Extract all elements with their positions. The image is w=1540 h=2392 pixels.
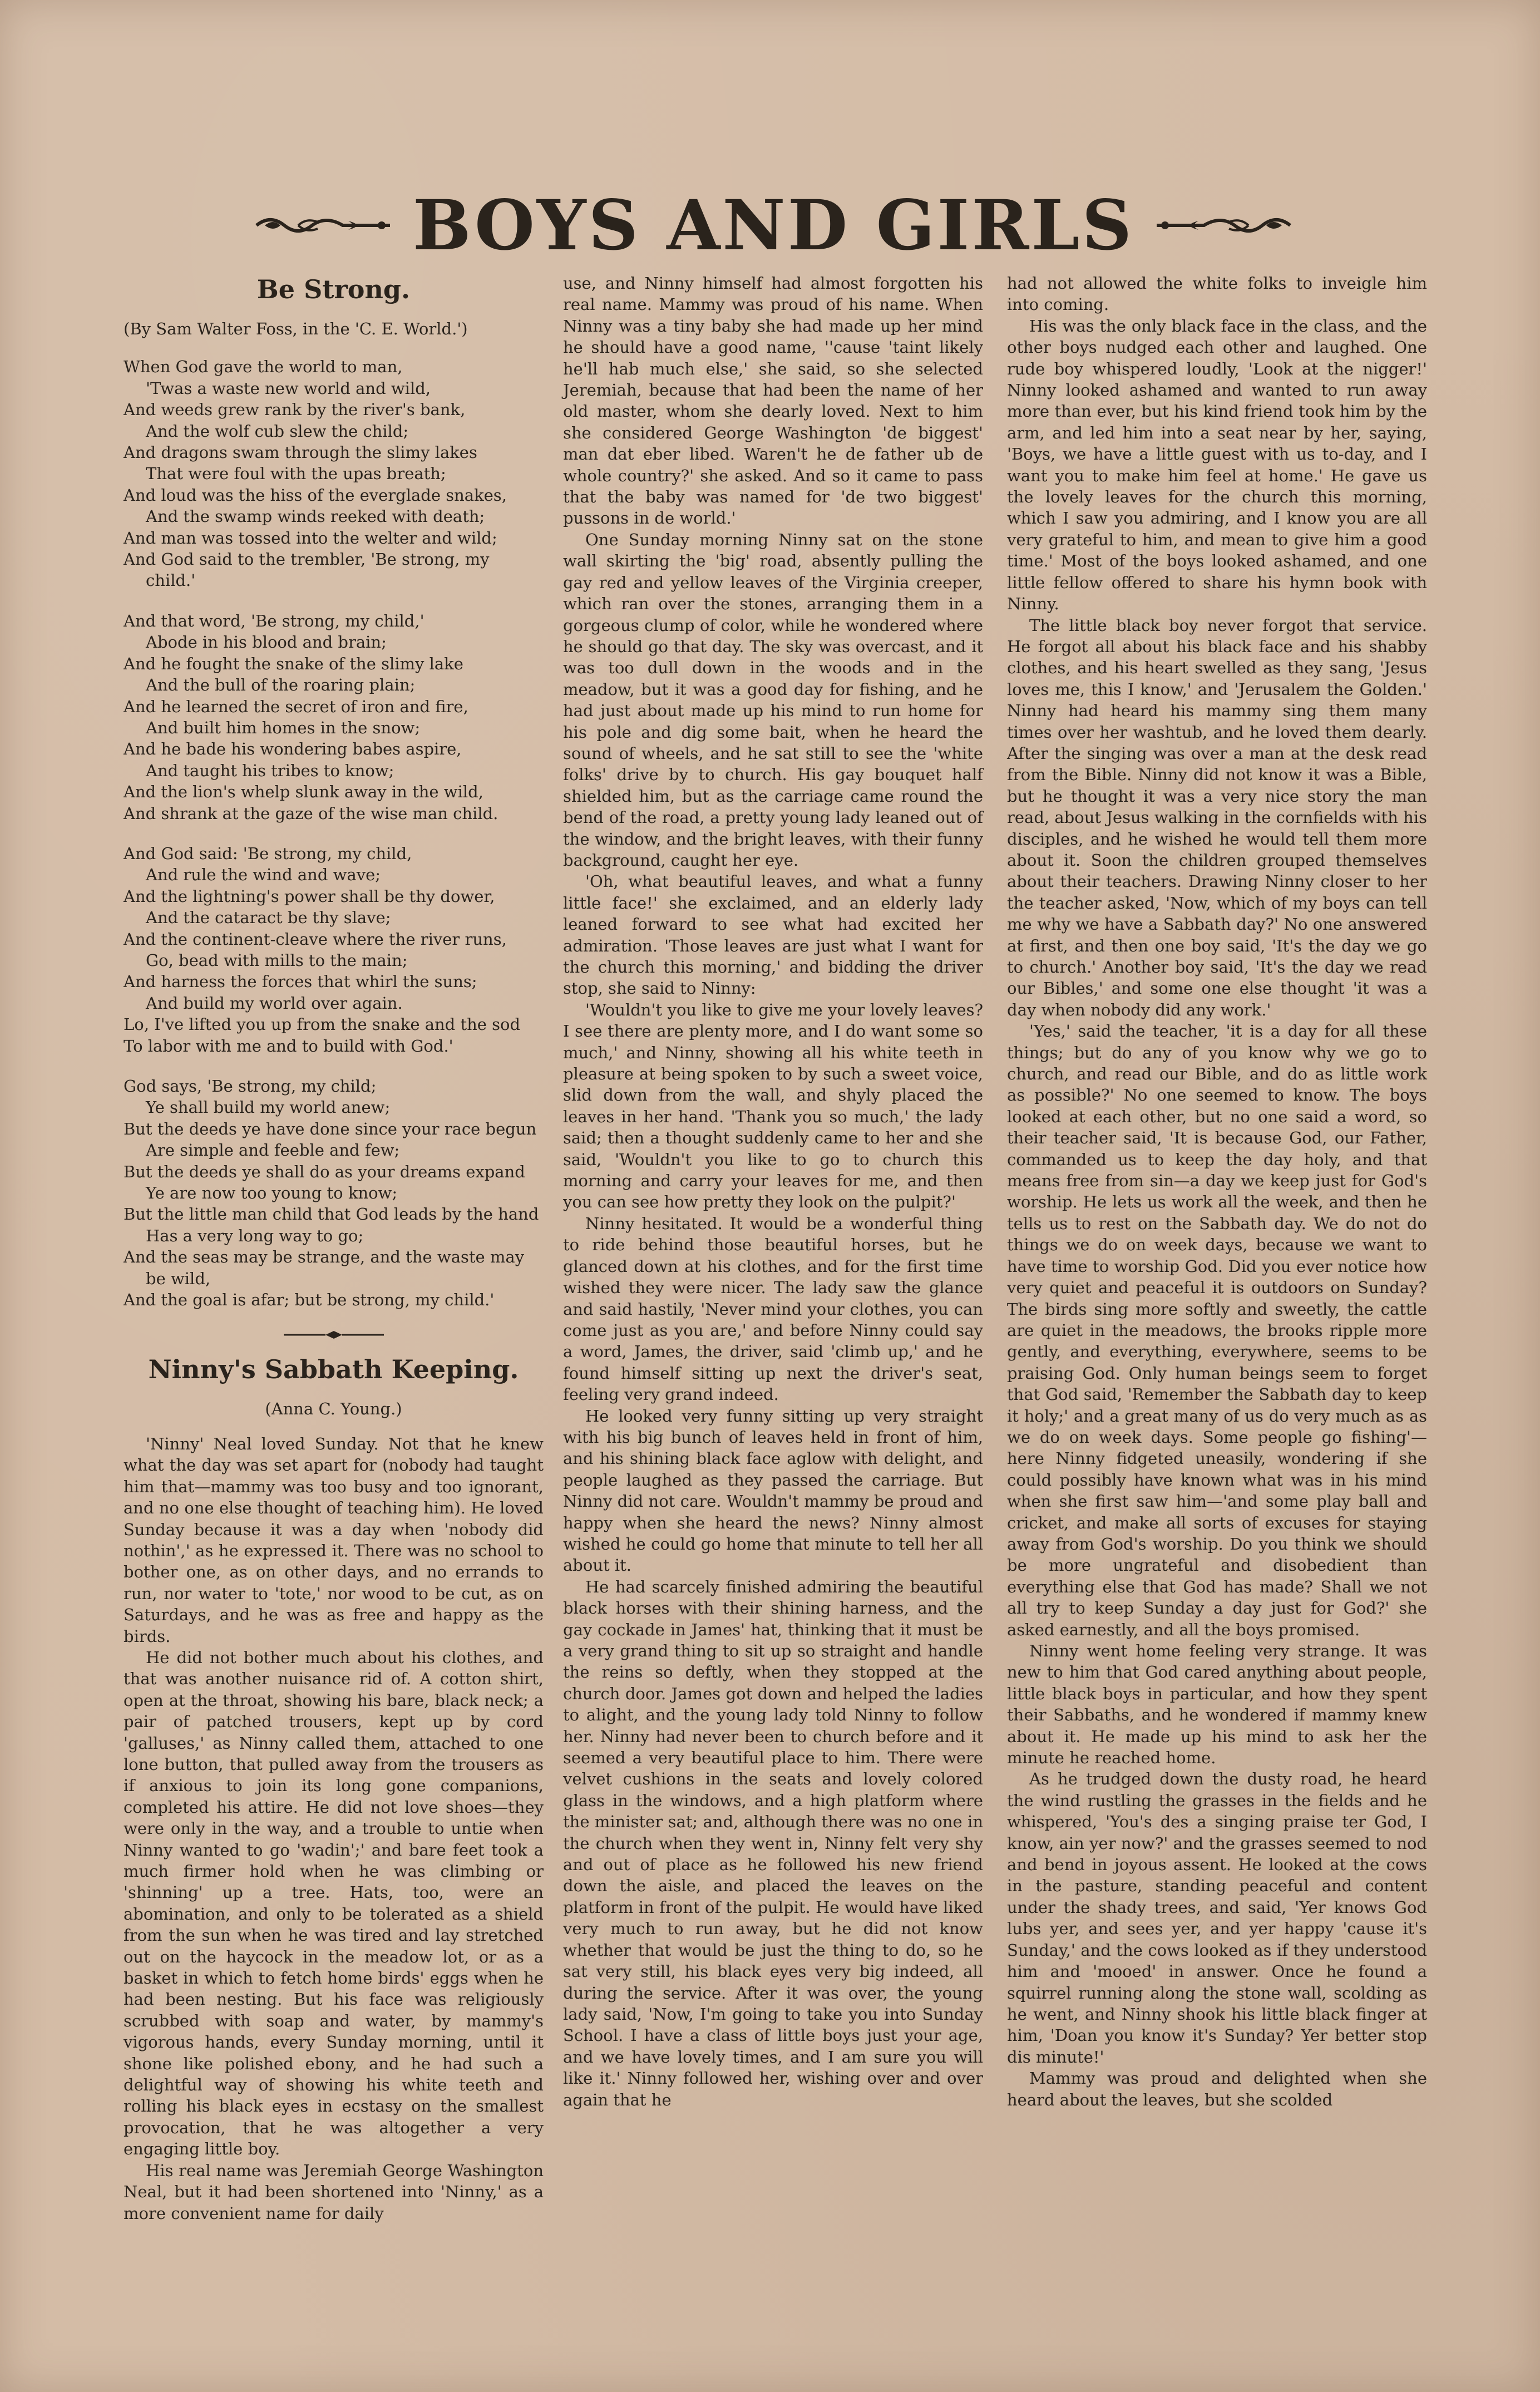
poem-stanza <box>124 356 544 591</box>
poem-line: And loud was the hiss of the everglade snakes, <box>124 485 507 505</box>
story-byline: (Anna C. Young.) <box>265 1399 402 1419</box>
story-paragraph: His real name was Jeremiah George Washington Neal, but it had been shortened into 'Ninny,' as a more convenient name for daily <box>124 2161 544 2223</box>
story-paragraph: Mammy was proud and delighted when she heard about the leaves, but she scolded <box>1007 2069 1427 2109</box>
poem-line: And the wolf cub slew the child; <box>146 421 409 441</box>
right-scroll-ornament <box>1154 209 1293 242</box>
story-paragraph: Ninny hesitated. It would be a wonderful thing to ride behind those beautiful horses, but he glanced down at his clothes, and for the first time wished they were nicer. The lady saw the glance and said hastily, 'Never mind your clothes, you can come just as you are,' and before Ninny could say a word, James, the driver, said 'climb up,' and he found himself sitting up next the driver's seat, feeling very grand indeed. <box>563 1214 983 1404</box>
poem-line: And the swamp winds reeked with death; <box>146 507 485 526</box>
poem-line: Ye are now too young to know; <box>146 1183 398 1203</box>
poem-line: And rule the wind and wave; <box>146 865 381 885</box>
story-paragraph: As he trudged down the dusty road, he heard the wind rustling the grasses in the fields and he whispered, 'You's des a singing praise ter God, I know, ain yer now?' and the grasses seemed to nod and bend in joyous assent. He looked at the cows in the pasture, standing peaceful and content under the shady trees, and said, 'Yer knows God lubs yer, and sees yer, and yer happy 'cause it's Sunday,' and the cows looked as if they understood him and 'mooed' in answer. Once he found a squirrel running along the stone wall, scolding as he went, and Ninny shook his little black finger at him, 'Doan you know it's Sunday? Yer better stop dis minute!' <box>1007 1769 1427 2067</box>
poem-line: Has a very long way to go; <box>146 1226 364 1245</box>
poem-line: And harness the forces that whirl the suns; <box>124 972 477 992</box>
story-paragraph: He did not bother much about his clothes, and that was another nuisance rid of. A cotton shirt, open at the throat, showing his bare, black neck; a pair of patched trousers, kept up by cord 'galluses,' as Ninny called them, attached to one lone button, that pulled away from the trousers as if anxious to join its long gone companions, completed his attire. He did not love shoes—they were only in the way, and a trouble to untie when Ninny wanted to go 'wadin';' and bare feet took a much firmer hold when he was climbing or 'shinning' up a tree. Hats, too, were an abomination, and only to be tolerated as a shield from the sun when he was tired and lay stretched out on the haycock in the meadow lot, or as a basket in which to fetch home birds' eggs when he had been nesting. But his face was religiously scrubbed with soap and water, by mammy's vigorous hands, every Sunday morning, until it shone like polished ebony, and he had such a delightful way of showing his white teeth and rolling his black eyes in ecstasy on the smallest provocation, that he was altogether a very engaging little boy. <box>124 1648 544 2159</box>
poem-line: And man was tossed into the welter and wild; <box>124 528 497 548</box>
poem-byline: (By Sam Walter Foss, in the 'C. E. World.') <box>124 319 468 338</box>
left-scroll-ornament <box>254 209 393 242</box>
poem-line: But the deeds ye shall do as your dreams expand <box>124 1162 525 1181</box>
poem-line: 'Twas a waste new world and wild, <box>146 378 431 398</box>
story-paragraph: 'Ninny' Neal loved Sunday. Not that he knew what the day was set apart for (nobody had taught him that—mammy was too busy and too ignorant, and no one else thought of teaching him). He loved Sunday because it was a day when 'nobody did nothin',' as he expressed it. There was no school to bother one, as on other days, and no errands to run, nor water to 'tote,' nor wood to be cut, as on Saturdays, and he was as free and happy as the birds. <box>124 1434 544 1646</box>
poem-line: And the lightning's power shall be thy dower, <box>124 886 495 906</box>
poem-line: And built him homes in the snow; <box>146 718 421 737</box>
poem-line: And God said: 'Be strong, my child, <box>124 844 412 863</box>
poem-line: And dragons swam through the slimy lakes <box>124 443 477 462</box>
poem-line: And weeds grew rank by the river's bank, <box>124 400 466 420</box>
poem-stanza <box>124 610 544 824</box>
poem-line: Ye shall build my world anew; <box>146 1098 391 1117</box>
story-paragraph: His was the only black face in the class, and the other boys nudged each other and laughed. One rude boy whispered loudly, 'Look at the nigger!' Ninny looked ashamed and wanted to run away more than ever, but his kind friend took him by the arm, and led him into a seat near by her, saying, 'Boys, we have a little guest with us to-day, and I want you to make him feel at home.' He gave us the lovely leaves for the church this morning, which I saw you admiring, and I know you are all very grateful to him, and mean to give him a good time.' Most of the boys looked ashamed, and one little fellow offered to share his hymn book with Ninny. <box>1007 316 1427 614</box>
headline-text: BOYS AND GIRLS <box>412 185 1134 266</box>
poem-stanza <box>124 1076 544 1310</box>
story-paragraph: He looked very funny sitting up very straight with his big bunch of leaves held in front of him, and his shining black face aglow with delight, and people laughed as they passed the carriage. But Ninny did not care. Wouldn't mammy be proud and happy when she heard the news? Ninny almost wished he could go home that minute to tell her all about it. <box>563 1406 983 1575</box>
poem-line: But the little man child that God leads by the hand <box>124 1205 539 1224</box>
poem-line: And he learned the secret of iron and fire, <box>124 697 468 716</box>
column-2 <box>563 273 983 2110</box>
story-paragraph: 'Yes,' said the teacher, 'it is a day for all these things; but do any of you know why we go to church, and read our Bible, and do as little work as possible?' No one seemed to know. The boys looked at each other, but no one said a word, so their teacher said, 'It is because God, our Father, commanded us to keep the day holy, and that means free from sin—a day we keep just for God's worship. He lets us work all the week, and then he tells us to rest on the Sabbath day. We do not do things we do on week days, because we want to have time to worship God. Did you ever notice how very quiet and peaceful it is outdoors on Sunday? The birds sing more softly and sweetly, the cattle are quiet in the meadows, the brooks ripple more gently, and everything, everywhere, seems to be praising God. Only human beings seem to forget that God said, 'Remember the Sabbath day to keep it holy;' and a great many of us do very much as as we do on week days. Some people go fishing'—here Ninny fidgeted uneasily, wondering if she could possibly have known what was in his mind when she first saw him—'and some play ball and cricket, and make all sorts of excuses for staying away from God's worship. Do you think we should be more ungrateful and disobedient than everything else that God has made? Shall we not all try to keep Sunday a day just for God?' she asked earnestly, and all the boys promised. <box>1007 1022 1427 1639</box>
poem-line: And that word, 'Be strong, my child,' <box>124 611 425 630</box>
story-column-1-text <box>124 1433 544 2224</box>
poem-line: When God gave the world to man, <box>124 357 403 377</box>
section-divider <box>124 1329 544 1340</box>
poem-line: And the goal is afar; but be strong, my child.' <box>124 1290 495 1310</box>
story-paragraph: 'Wouldn't you like to give me your lovely leaves? I see there are plenty more, and I do want some so much,' and Ninny, showing all his white teeth in pleasure at being spoken to by such a sweet voice, slid down from the wall, and shyly placed the leaves in her hand. 'Thank you so much,' the lady said; then a thought suddenly came to her and she said, 'Wouldn't you like to go to church this morning and carry your leaves for me, and then you can see how pretty they look on the pulpit?' <box>563 1000 983 1212</box>
story-title: Ninny's Sabbath Keeping. <box>148 1354 519 1385</box>
poem-line: And he fought the snake of the slimy lake <box>124 654 463 673</box>
poem-line: And the lion's whelp slunk away in the wild, <box>124 782 483 802</box>
poem-line: And the continent-cleave where the river runs, <box>124 929 507 949</box>
poem-line: That were foul with the upas breath; <box>146 464 446 484</box>
poem-line: And taught his tribes to know; <box>146 761 394 780</box>
story-column-3-text <box>1007 273 1427 2110</box>
story-paragraph: One Sunday morning Ninny sat on the stone wall skirting the 'big' road, absently pulling the gay red and yellow leaves of the Virginia creeper, which ran over the stones, arranging them in a gorgeous clump of color, while he wondered where he should go that day. The sky was overcast, and it was too dull down in the woods and in the meadow, but it was a good day for fishing, and he had just about made up his mind to run home for his pole and dig some bait, when he heard the sound of wheels, and he sat still to see the 'white folks' drive by to church. His gay bouquet half shielded him, but as the carriage came round the bend of the road, a pretty young lady leaned out of the window, and the bright leaves, with their funny background, caught her eye. <box>563 530 983 870</box>
poem-line: And the seas may be strange, and the waste may be wild, <box>124 1247 525 1288</box>
poem-line: Go, bead with mills to the main; <box>146 950 408 970</box>
story-paragraph: Ninny went home feeling very strange. It was new to him that God cared anything about people, little black boys in particular, and how they spent their Sabbaths, and he wondered if mammy knew about it. He made up his mind to ask her the minute he reached home. <box>1007 1641 1427 1768</box>
story-paragraph: 'Oh, what beautiful leaves, and what a funny little face!' she exclaimed, and an elderly lady leaned forward to see what had excited her admiration. 'Those leaves are just what I want for the church this morning,' and bidding the driver stop, she said to Ninny: <box>563 872 983 998</box>
poem-line: To labor with me and to build with God.' <box>124 1036 453 1056</box>
column-1 <box>124 273 544 2224</box>
section-headline <box>245 184 1302 267</box>
column-3 <box>1007 273 1427 2110</box>
poem-line: And the bull of the roaring plain; <box>146 675 416 695</box>
story-column-2-text <box>563 273 983 2110</box>
story-paragraph: He had scarcely finished admiring the beautiful black horses with their shining harness, and the gay cockade in James' hat, thinking that it must be a very grand thing to sit up so straight and handle the reins so deftly, when they stopped at the church door. James got down and helped the ladies to alight, and the young lady told Ninny to follow her. Ninny had never been to church before and it seemed a very beautiful place to him. There were velvet cushions in the seats and lovely colored glass in the windows, and a high platform where the minister sat; and, although there was no one in the church when they went in, Ninny felt very shy and out of place as he followed his new friend down the aisle, and placed the leaves on the platform in front of the pulpit. He would have liked very much to run away, but he did not know whether that would be just the thing to do, so he sat very still, his black eyes very big indeed, all during the service. After it was over, the young lady said, 'Now, I'm going to take you into Sunday School. I have a class of little boys just your age, and we have lovely times, and I am sure you will like it.' Ninny followed her, wishing over and over again that he <box>563 1577 983 2109</box>
poem-line: And build my world over again. <box>146 993 403 1013</box>
story-paragraph: use, and Ninny himself had almost forgotten his real name. Mammy was proud of his name. When Ninny was a tiny baby she had made up her mind he should have a good name, ''cause 'taint likely he'll hab much else,' she said, so she selected Jeremiah, because that had been the name of her old master, whom she dearly loved. Next to him she considered George Washington 'de biggest' man dat eber libed. Waren't he de father ub de whole country?' she asked. And so it came to pass that the baby was named for 'de two biggest' pussons in de world.' <box>563 274 983 528</box>
poem-line: And God said to the trembler, 'Be strong, my child.' <box>124 550 490 590</box>
poem-line: Lo, I've lifted you up from the snake and the sod <box>124 1015 521 1034</box>
poem-line: And shrank at the gaze of the wise man child. <box>124 803 498 823</box>
poem-line: Abode in his blood and brain; <box>146 633 387 652</box>
poem-line: And the cataract be thy slave; <box>146 908 391 928</box>
poem-line: Are simple and feeble and few; <box>146 1141 400 1160</box>
poem-line: But the deeds ye have done since your race begun <box>124 1119 537 1138</box>
poem-line: God says, 'Be strong, my child; <box>124 1077 377 1096</box>
poem-line: And he bade his wondering babes aspire, <box>124 739 462 759</box>
story-paragraph: had not allowed the white folks to inveigle him into coming. <box>1007 274 1427 314</box>
poem-body <box>124 356 544 1310</box>
poem-title: Be Strong. <box>256 274 411 304</box>
story-paragraph: The little black boy never forgot that service. He forgot all about his black face and his shabby clothes, and his heart swelled as they sang, 'Jesus loves me, this I know,' and 'Jerusalem the Golden.' Ninny had heard his mammy sing them many times over her washtub, and he loved them dearly. After the singing was over a man at the desk read from the Bible. Ninny did not know it was a Bible, but he thought it was a very nice story the man read, about Jesus walking in the cornfields with his disciples, and he wished he would tell them more about it. Soon the children grouped themselves about their teachers. Drawing Ninny closer to her the teacher asked, 'Now, which of my boys can tell me why we have a Sabbath day?' No one answered at first, and then one boy said, 'It's the day we go to church.' Another boy said, 'It's the day we read our Bibles,' and some one else thought 'it was a day when nobody did any work.' <box>1007 615 1427 1019</box>
poem-stanza <box>124 843 544 1057</box>
